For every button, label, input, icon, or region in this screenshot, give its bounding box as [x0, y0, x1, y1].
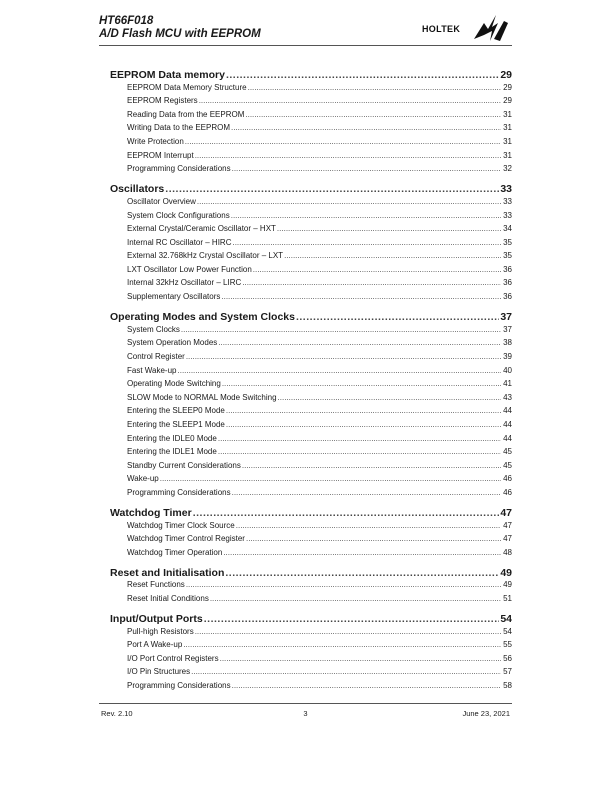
toc-entry[interactable] — [110, 123, 512, 137]
toc-entry-title: Entering the IDLE1 Mode — [127, 447, 217, 457]
toc-section-page: 54 — [500, 612, 512, 625]
toc-leader-dots — [245, 110, 501, 119]
toc-entry[interactable] — [110, 420, 512, 434]
toc-leader-dots — [232, 681, 501, 690]
toc-entry[interactable] — [110, 654, 512, 668]
toc-leader-dots — [236, 521, 501, 530]
toc-entry-title: Watchdog Timer Operation — [127, 547, 223, 557]
toc-entry[interactable] — [110, 474, 512, 488]
toc-leader-dots — [226, 406, 501, 415]
toc-entry[interactable] — [110, 594, 512, 608]
toc-leader-dots — [195, 151, 501, 160]
toc-leader-dots — [191, 667, 501, 676]
toc-leader-dots — [242, 278, 501, 287]
toc-entry-page: 37 — [503, 324, 512, 334]
toc-section-group — [110, 567, 512, 608]
toc-leader-dots — [197, 197, 501, 206]
toc-entry-page: 31 — [503, 150, 512, 160]
toc-entry-page: 44 — [503, 419, 512, 429]
toc-entry-page: 38 — [503, 338, 512, 348]
toc-entry-title: Operating Mode Switching — [127, 379, 221, 389]
toc-entry[interactable] — [110, 325, 512, 339]
toc-entry-title: Wake-up — [127, 474, 159, 484]
toc-entry-title: Programming Considerations — [127, 164, 231, 174]
toc-section-page: 33 — [500, 183, 512, 196]
toc-leader-dots — [183, 640, 501, 649]
toc-entry[interactable] — [110, 137, 512, 151]
toc-leader-dots — [231, 211, 501, 220]
revision-date: June 23, 2021 — [462, 709, 510, 718]
toc-section-title: Watchdog Timer — [110, 506, 192, 519]
toc-entry-title: System Clock Configurations — [127, 210, 230, 220]
toc-entry-page: 29 — [503, 96, 512, 106]
holtek-logo — [422, 13, 512, 43]
toc-leader-dots — [218, 338, 501, 347]
toc-entry-page: 44 — [503, 406, 512, 416]
toc-entry-page: 43 — [503, 392, 512, 402]
toc-entry-page: 33 — [503, 196, 512, 206]
toc-leader-dots — [186, 580, 501, 589]
toc-entry[interactable] — [110, 393, 512, 407]
toc-entry[interactable] — [110, 379, 512, 393]
toc-entry[interactable] — [110, 461, 512, 475]
toc-leader-dots — [210, 594, 501, 603]
toc-entry-page: 44 — [503, 433, 512, 443]
document-title — [99, 15, 261, 41]
toc-entry-title: Pull-high Resistors — [127, 626, 194, 636]
toc-entry-page: 46 — [503, 474, 512, 484]
toc-entry-page: 49 — [503, 580, 512, 590]
toc-leader-dots — [226, 69, 499, 81]
toc-entry-page: 47 — [503, 520, 512, 530]
toc-leader-dots — [284, 251, 501, 260]
toc-section-heading[interactable] — [110, 183, 512, 197]
toc-leader-dots — [218, 447, 501, 456]
toc-section-heading[interactable] — [110, 69, 512, 83]
toc-section-title: Oscillators — [110, 183, 165, 196]
page-number: 3 — [303, 709, 308, 718]
header-rule — [99, 45, 512, 46]
toc-leader-dots — [204, 613, 500, 625]
toc-entry-page: 47 — [503, 534, 512, 544]
toc-entry[interactable] — [110, 338, 512, 352]
toc-entry-title: I/O Port Control Registers — [127, 653, 219, 663]
toc-entry[interactable] — [110, 488, 512, 502]
toc-entry-title: Fast Wake-up — [127, 365, 177, 375]
toc-entry-page: 33 — [503, 210, 512, 220]
toc-entry-title: External 32.768kHz Crystal Oscillator – LXT — [127, 251, 284, 261]
toc-section-title: Operating Modes and System Clocks — [110, 311, 295, 324]
toc-section-page: 49 — [500, 566, 512, 579]
toc-section-heading[interactable] — [110, 567, 512, 581]
toc-entry-page: 45 — [503, 447, 512, 457]
toc-entry[interactable] — [110, 265, 512, 279]
toc-entry-title: Watchdog Timer Clock Source — [127, 520, 235, 530]
toc-entry-page: 41 — [503, 379, 512, 389]
toc-leader-dots — [277, 224, 501, 233]
toc-entry-title: Entering the SLEEP0 Mode — [127, 406, 225, 416]
toc-leader-dots — [222, 379, 501, 388]
toc-entry[interactable] — [110, 211, 512, 225]
toc-entry[interactable] — [110, 447, 512, 461]
toc-entry-title: I/O Pin Structures — [127, 667, 191, 677]
toc-entry[interactable] — [110, 640, 512, 654]
toc-entry[interactable] — [110, 406, 512, 420]
toc-entry[interactable] — [110, 667, 512, 681]
toc-entry-page: 54 — [503, 626, 512, 636]
toc-entry-title: System Operation Modes — [127, 338, 218, 348]
toc-section-heading[interactable] — [110, 507, 512, 521]
toc-entry-title: Writing Data to the EEPROM — [127, 123, 230, 133]
toc-entry-title: Internal 32kHz Oscillator – LIRC — [127, 278, 242, 288]
toc-entry[interactable] — [110, 238, 512, 252]
toc-entry-page: 48 — [503, 547, 512, 557]
toc-entry[interactable] — [110, 434, 512, 448]
toc-entry-title: SLOW Mode to NORMAL Mode Switching — [127, 392, 277, 402]
toc-section-group — [110, 507, 512, 561]
toc-section-page: 47 — [500, 506, 512, 519]
toc-entry-page: 35 — [503, 251, 512, 261]
toc-entry-title: System Clocks — [127, 324, 180, 334]
toc-entry-title: Programming Considerations — [127, 681, 231, 691]
toc-entry[interactable] — [110, 366, 512, 380]
toc-entry-title: Programming Considerations — [127, 487, 231, 497]
toc-entry-page: 39 — [503, 351, 512, 361]
toc-section-heading[interactable] — [110, 311, 512, 325]
toc-section-title: Input/Output Ports — [110, 612, 203, 625]
toc-leader-dots — [193, 507, 500, 519]
toc-entry[interactable] — [110, 521, 512, 535]
toc-leader-dots — [242, 461, 501, 470]
toc-entry-title: EEPROM Data Memory Structure — [127, 82, 247, 92]
toc-entry-page: 29 — [503, 82, 512, 92]
toc-entry-title: Entering the SLEEP1 Mode — [127, 419, 225, 429]
holtek-mark-icon — [472, 13, 512, 43]
toc-leader-dots — [225, 567, 499, 579]
toc-entry-page: 46 — [503, 487, 512, 497]
toc-entry-page: 55 — [503, 640, 512, 650]
toc-leader-dots — [253, 265, 501, 274]
toc-entry[interactable] — [110, 580, 512, 594]
toc-leader-dots — [185, 137, 501, 146]
toc-leader-dots — [223, 548, 501, 557]
toc-entry[interactable] — [110, 278, 512, 292]
toc-section-heading[interactable] — [110, 613, 512, 627]
toc-entry-title: Supplementary Oscillators — [127, 292, 221, 302]
toc-section-group — [110, 183, 512, 305]
toc-entry-title: Write Protection — [127, 137, 184, 147]
toc-leader-dots — [160, 474, 501, 483]
toc-entry-page: 31 — [503, 123, 512, 133]
toc-leader-dots — [246, 534, 501, 543]
toc-leader-dots — [199, 96, 501, 105]
page-header — [99, 15, 512, 45]
toc-entry-title: Reset Functions — [127, 580, 185, 590]
toc-entry[interactable] — [110, 83, 512, 97]
toc-entry-page: 58 — [503, 681, 512, 691]
toc-leader-dots — [278, 393, 501, 402]
toc-leader-dots — [181, 325, 501, 334]
toc-entry-page: 56 — [503, 653, 512, 663]
toc-entry[interactable] — [110, 164, 512, 178]
toc-entry[interactable] — [110, 352, 512, 366]
toc-entry-page: 36 — [503, 264, 512, 274]
toc-entry-page: 51 — [503, 594, 512, 603]
toc-leader-dots — [232, 164, 501, 173]
toc-entry-page: 45 — [503, 460, 512, 470]
revision-label: Rev. 2.10 — [101, 709, 133, 718]
toc-entry[interactable] — [110, 292, 512, 306]
toc-entry-page: 34 — [503, 224, 512, 234]
toc-entry[interactable] — [110, 197, 512, 211]
toc-leader-dots — [220, 654, 501, 663]
toc-entry-title: Reset Initial Conditions — [127, 594, 209, 603]
table-of-contents — [110, 69, 512, 700]
toc-entry[interactable] — [110, 96, 512, 110]
toc-section-title: EEPROM Data memory — [110, 69, 225, 81]
toc-leader-dots — [232, 238, 501, 247]
toc-section-group — [110, 69, 512, 178]
toc-section-group — [110, 311, 512, 501]
toc-entry-page: 36 — [503, 278, 512, 288]
toc-entry-page: 35 — [503, 237, 512, 247]
toc-entry[interactable] — [110, 110, 512, 124]
toc-entry[interactable] — [110, 151, 512, 165]
toc-entry-title: EEPROM Registers — [127, 96, 198, 106]
toc-leader-dots — [165, 183, 499, 195]
toc-entry[interactable] — [110, 251, 512, 265]
toc-leader-dots — [232, 488, 501, 497]
toc-entry-title: Control Register — [127, 351, 185, 361]
toc-section-page: 37 — [500, 311, 512, 324]
toc-leader-dots — [231, 123, 501, 132]
toc-entry-page: 31 — [503, 109, 512, 119]
document-subtitle: A/D Flash MCU with EEPROM — [99, 28, 261, 40]
toc-leader-dots — [186, 352, 501, 361]
toc-leader-dots — [195, 627, 501, 636]
toc-entry[interactable] — [110, 681, 512, 695]
toc-section-group — [110, 613, 512, 695]
toc-leader-dots — [218, 434, 501, 443]
toc-entry-title: Internal RC Oscillator – HIRC — [127, 237, 232, 247]
toc-leader-dots — [248, 83, 501, 92]
toc-entry[interactable] — [110, 224, 512, 238]
toc-entry-title: LXT Oscillator Low Power Function — [127, 264, 252, 274]
footer-rule — [99, 703, 512, 704]
toc-entry-page: 36 — [503, 292, 512, 302]
toc-entry-title: Port A Wake-up — [127, 640, 183, 650]
toc-entry-page: 57 — [503, 667, 512, 677]
toc-section-page: 29 — [500, 69, 512, 81]
logo-text: HOLTEK — [422, 24, 461, 34]
toc-entry-title: Entering the IDLE0 Mode — [127, 433, 217, 443]
toc-entry-page: 31 — [503, 137, 512, 147]
toc-entry[interactable] — [110, 627, 512, 641]
toc-entry-title: Standby Current Considerations — [127, 460, 241, 470]
toc-entry-title: Oscillator Overview — [127, 196, 196, 206]
toc-entry-title: Watchdog Timer Control Register — [127, 534, 245, 544]
toc-leader-dots — [178, 366, 502, 375]
toc-leader-dots — [296, 311, 499, 323]
toc-entry-title: EEPROM Interrupt — [127, 150, 194, 160]
toc-section-title: Reset and Initialisation — [110, 566, 225, 579]
toc-leader-dots — [226, 420, 501, 429]
toc-entry-title: Reading Data from the EEPROM — [127, 109, 245, 119]
toc-entry-page: 40 — [503, 365, 512, 375]
toc-entry[interactable] — [110, 534, 512, 548]
toc-entry-page: 32 — [503, 164, 512, 174]
toc-entry[interactable] — [110, 548, 512, 562]
toc-leader-dots — [221, 292, 501, 301]
part-number: HT66F018 — [99, 15, 154, 27]
toc-entry-title: External Crystal/Ceramic Oscillator – HXT — [127, 224, 276, 234]
